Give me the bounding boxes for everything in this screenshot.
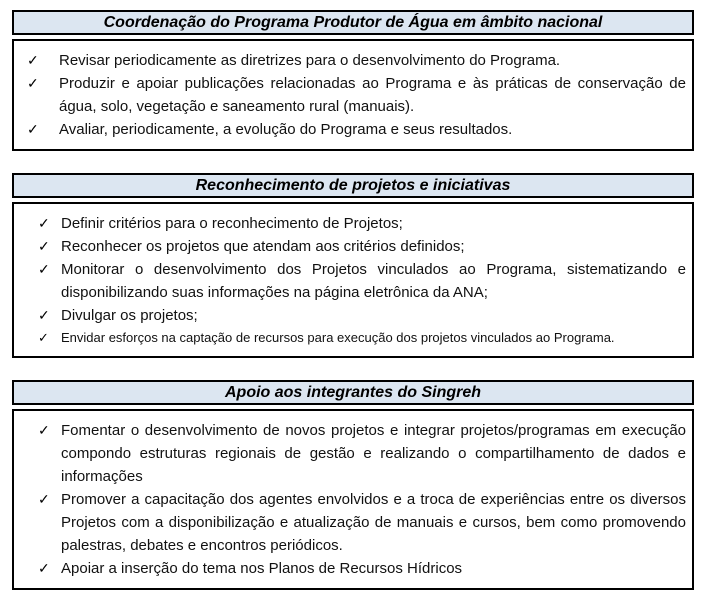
check-icon: ✓ [27,52,39,68]
check-icon: ✓ [38,261,50,277]
check-icon: ✓ [38,491,50,507]
list-item [14,488,686,557]
section-header [12,173,694,198]
check-icon: ✓ [38,307,50,323]
check-icon: ✓ [38,422,50,438]
list-item-text: Produzir e apoiar publicações relacionadas ao Programa e às práticas de conservação de água, solo, vegetação e saneamento rural (manuais). [59,75,686,115]
list-item [14,327,686,348]
section-apoio [12,380,694,590]
list-item-text: Revisar periodicamente as diretrizes para o desenvolvimento do Programa. [59,52,561,69]
list-item [14,118,686,141]
check-icon: ✓ [38,560,50,576]
list-item-text: Reconhecer os projetos que atendam aos critérios definidos; [61,238,465,255]
list-item-text: Apoiar a inserção do tema nos Planos de Recursos Hídricos [61,560,463,577]
list-item-text: Divulgar os projetos; [61,307,198,324]
section-coordenacao [12,10,694,151]
section-title: Apoio aos integrantes do Singreh [224,384,482,401]
section-reconhecimento [12,173,694,358]
list-item [14,557,686,580]
list-item-text: Monitorar o desenvolvimento dos Projetos vinculados ao Programa, sistematizando e disponibilizando suas informações na página eletrônica da ANA; [61,261,686,301]
list-item [14,49,686,72]
check-icon: ✓ [38,215,50,231]
section-body [12,202,694,358]
check-icon: ✓ [27,121,39,137]
section-title: Reconhecimento de projetos e iniciativas [195,177,511,194]
list-item-text: Fomentar o desenvolvimento de novos projetos e integrar projetos/programas em execução compondo estruturas regionais de gestão e realizando o compartilhamento de dados e informações [61,422,686,485]
section-body [12,39,694,151]
list-item [14,419,686,488]
list-item-text: Definir critérios para o reconhecimento de Projetos; [61,215,403,232]
list-item [14,212,686,235]
section-header [12,380,694,405]
check-icon: ✓ [38,330,49,345]
section-header [12,10,694,35]
check-icon: ✓ [27,75,39,91]
list-item [14,72,686,118]
list-item [14,258,686,304]
section-title: Coordenação do Programa Produtor de Água em âmbito nacional [103,14,603,31]
list-item-text: Envidar esforços na captação de recursos para execução dos projetos vinculados ao Programa. [61,330,615,345]
list-item-text: Avaliar, periodicamente, a evolução do Programa e seus resultados. [59,121,513,138]
check-icon: ✓ [38,238,50,254]
list-item [14,304,686,327]
list-item-text: Promover a capacitação dos agentes envolvidos e a troca de experiências entre os diversos Projetos com a disponibilização e atualização de manuais e cursos, bem como promovendo palestras, debates e encontros periódicos. [61,491,686,554]
list-item [14,235,686,258]
section-body [12,409,694,590]
